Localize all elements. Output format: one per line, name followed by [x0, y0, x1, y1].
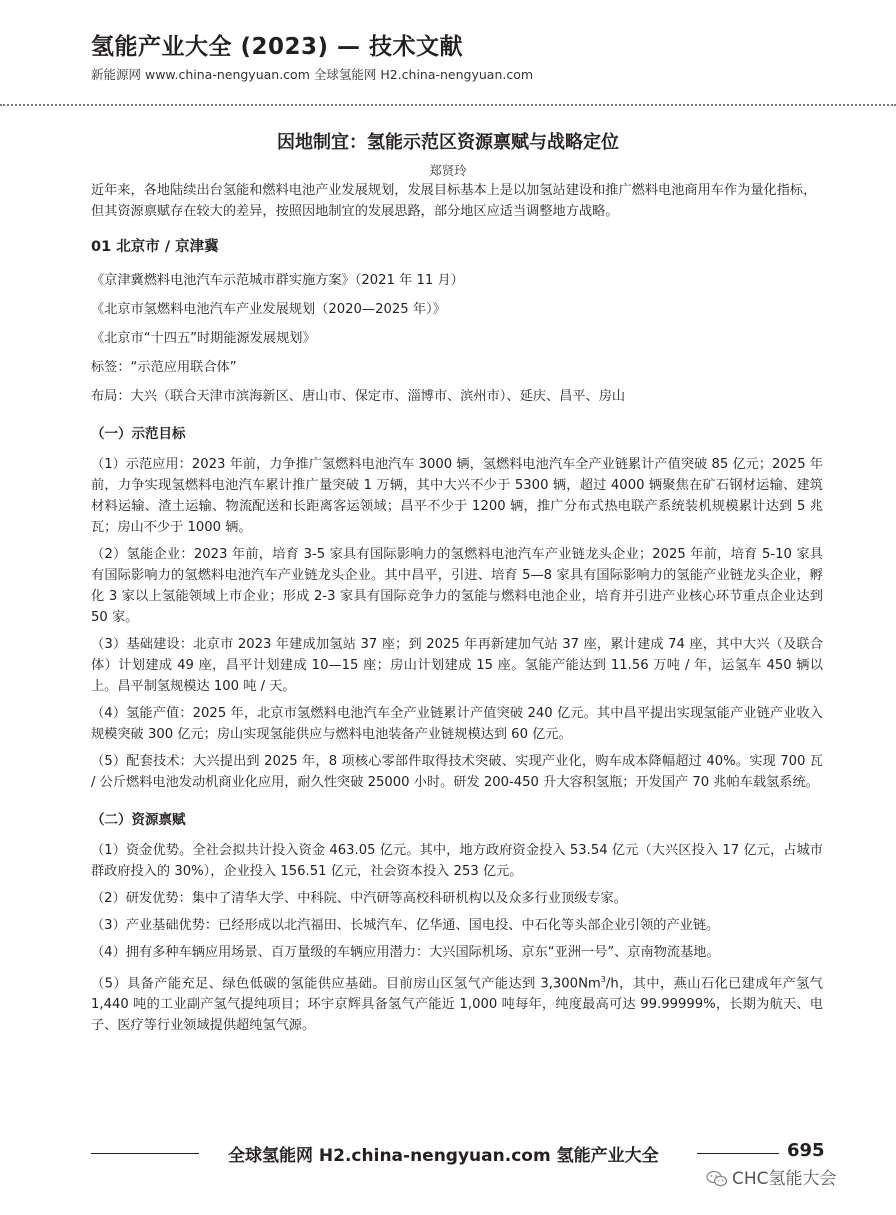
header-divider: [0, 104, 896, 106]
section-heading: 01 北京市 / 京津冀: [91, 239, 219, 255]
footer-text: 全球氢能网 H2.china-nengyuan.com 氢能产业大全: [228, 1146, 659, 1166]
header-subtitle: 新能源网 www.china-nengyuan.com 全球氢能网 H2.china-nengyuan.com: [91, 67, 534, 82]
watermark-text: CHC氢能大会: [732, 1169, 837, 1189]
header-title: 氢能产业大全 (2023) — 技术文献: [91, 34, 464, 60]
intro-paragraph: 近年来，各地陆续出台氢能和燃料电池产业发展规划，发展目标基本上是以加氢站建设和推广燃料电池商用车作为量化指标，但其资源禀赋存在较大的差异，按照因地制宜的发展思路，部分地区应适当调整地方战略。: [91, 183, 817, 219]
doc-line: 布局：大兴（联合天津市滨海新区、唐山市、保定市、淄博市、滨州市）、延庆、昌平、房山: [91, 389, 626, 404]
doc-line: 《京津冀燃料电池汽车示范城市群实施方案》（2021 年 11 月）: [91, 273, 464, 288]
item-text: （5）具备产能充足、绿色低碳的氢能供应基础。目前房山区氢气产能达到 3,300Nm: [91, 976, 601, 992]
list-item: （4）氢能产值：2025 年，北京市氢燃料电池汽车全产业链累计产值突破 240 亿元。其中昌平提出实现氢能产业链产业收入规模突破 300 亿元；房山实现氢能供应与燃料电池装备产业链规模达到 60 亿元。: [91, 706, 823, 742]
wechat-icon: [706, 1170, 728, 1188]
subsection-heading: （二）资源禀赋: [91, 812, 186, 828]
article-author: 郑贤玲: [429, 163, 467, 178]
list-item: （4）拥有多种车辆应用场景、百万量级的车辆应用潜力：大兴国际机场、京东“亚洲一号”、京南物流基地。: [91, 945, 720, 960]
watermark: [706, 1164, 837, 1189]
list-item: （1）资金优势。全社会拟共计投入资金 463.05 亿元。其中，地方政府资金投入 53.54 亿元（大兴区投入 17 亿元，占城市群政府投入的 30%），企业投入 156.51 亿元，社会资本投入 253 亿元。: [91, 843, 823, 879]
subsection-heading: （一）示范目标: [91, 426, 186, 442]
list-item: （2）氢能企业：2023 年前，培育 3-5 家具有国际影响力的氢燃料电池汽车产业链龙头企业；2025 年前，培育 5-10 家具有国际影响力的氢燃料电池汽车产业链龙头企业。其中昌平，引进、培育 5—8 家具有国际影响力的氢能产业链龙头企业，孵化 3 家以上氢能领域上市企业；形成 2-3 家具有国际竞争力的氢能与燃料电池企业，培育并引进产业核心环节重点企业达到 50 家。: [91, 547, 823, 625]
list-item: [91, 969, 823, 1036]
doc-line: 《北京市氢燃料电池汽车产业发展规划（2020—2025 年）》: [91, 302, 446, 317]
list-item: （2）研发优势：集中了清华大学、中科院、中汽研等高校科研机构以及众多行业顶级专家。: [91, 891, 627, 906]
footer-rule-right: [697, 1153, 779, 1154]
article-body: [91, 180, 823, 1042]
superscript: 3: [600, 975, 606, 984]
page-number: 695: [787, 1140, 825, 1161]
footer-rule-left: [91, 1153, 199, 1154]
list-item: （3）产业基础优势：已经形成以北汽福田、长城汽车、亿华通、国电投、中石化等头部企业引领的产业链。: [91, 918, 720, 933]
list-item: （5）配套技术：大兴提出到 2025 年，8 项核心零部件取得技术突破、实现产业化，购车成本降幅超过 40%。实现 700 瓦 / 公斤燃料电池发动机商业化应用，耐久性突破 25000 小时。研发 200-450 升大容积氢瓶；开发国产 70 兆帕车载氢系统。: [91, 754, 823, 790]
doc-line: 《北京市“十四五”时期能源发展规划》: [91, 331, 316, 346]
article-title: 因地制宜：氢能示范区资源禀赋与战略定位: [277, 132, 619, 153]
doc-line: 标签：“示范应用联合体”: [91, 360, 237, 375]
item-text: /h，其中，燕山石化已建成年产氢气 1,440 吨的工业副产氢气提纯项目；环宇京辉具备氢气产能近 1,000 吨每年，纯度最高可达 99.99999%，长期为航天、电子、医疗等行业领域提供超纯氢气源。: [91, 976, 823, 1034]
list-item: （3）基础建设：北京市 2023 年建成加氢站 37 座；到 2025 年再新建加气站 37 座，累计建成 74 座，其中大兴（及联合体）计划建成 49 座，昌平计划建成 10—15 座；房山计划建成 15 座。氢能产能达到 11.56 万吨 / 年，运氢车 450 辆以上。昌平制氢规模达 100 吨 / 天。: [91, 637, 823, 694]
list-item: （1）示范应用：2023 年前，力争推广氢燃料电池汽车 3000 辆，氢燃料电池汽车全产业链累计产值突破 85 亿元；2025 年前，力争实现氢燃料电池汽车累计推广量突破 1 万辆，其中大兴不少于 5300 辆，超过 4000 辆聚焦在矿石钢材运输、建筑材料运输、渣土运输、物流配送和长距离客运领域；昌平不少于 1200 辆，推广分布式热电联产系统装机规模累计达到 5 兆瓦；房山不少于 1000 辆。: [91, 457, 823, 535]
